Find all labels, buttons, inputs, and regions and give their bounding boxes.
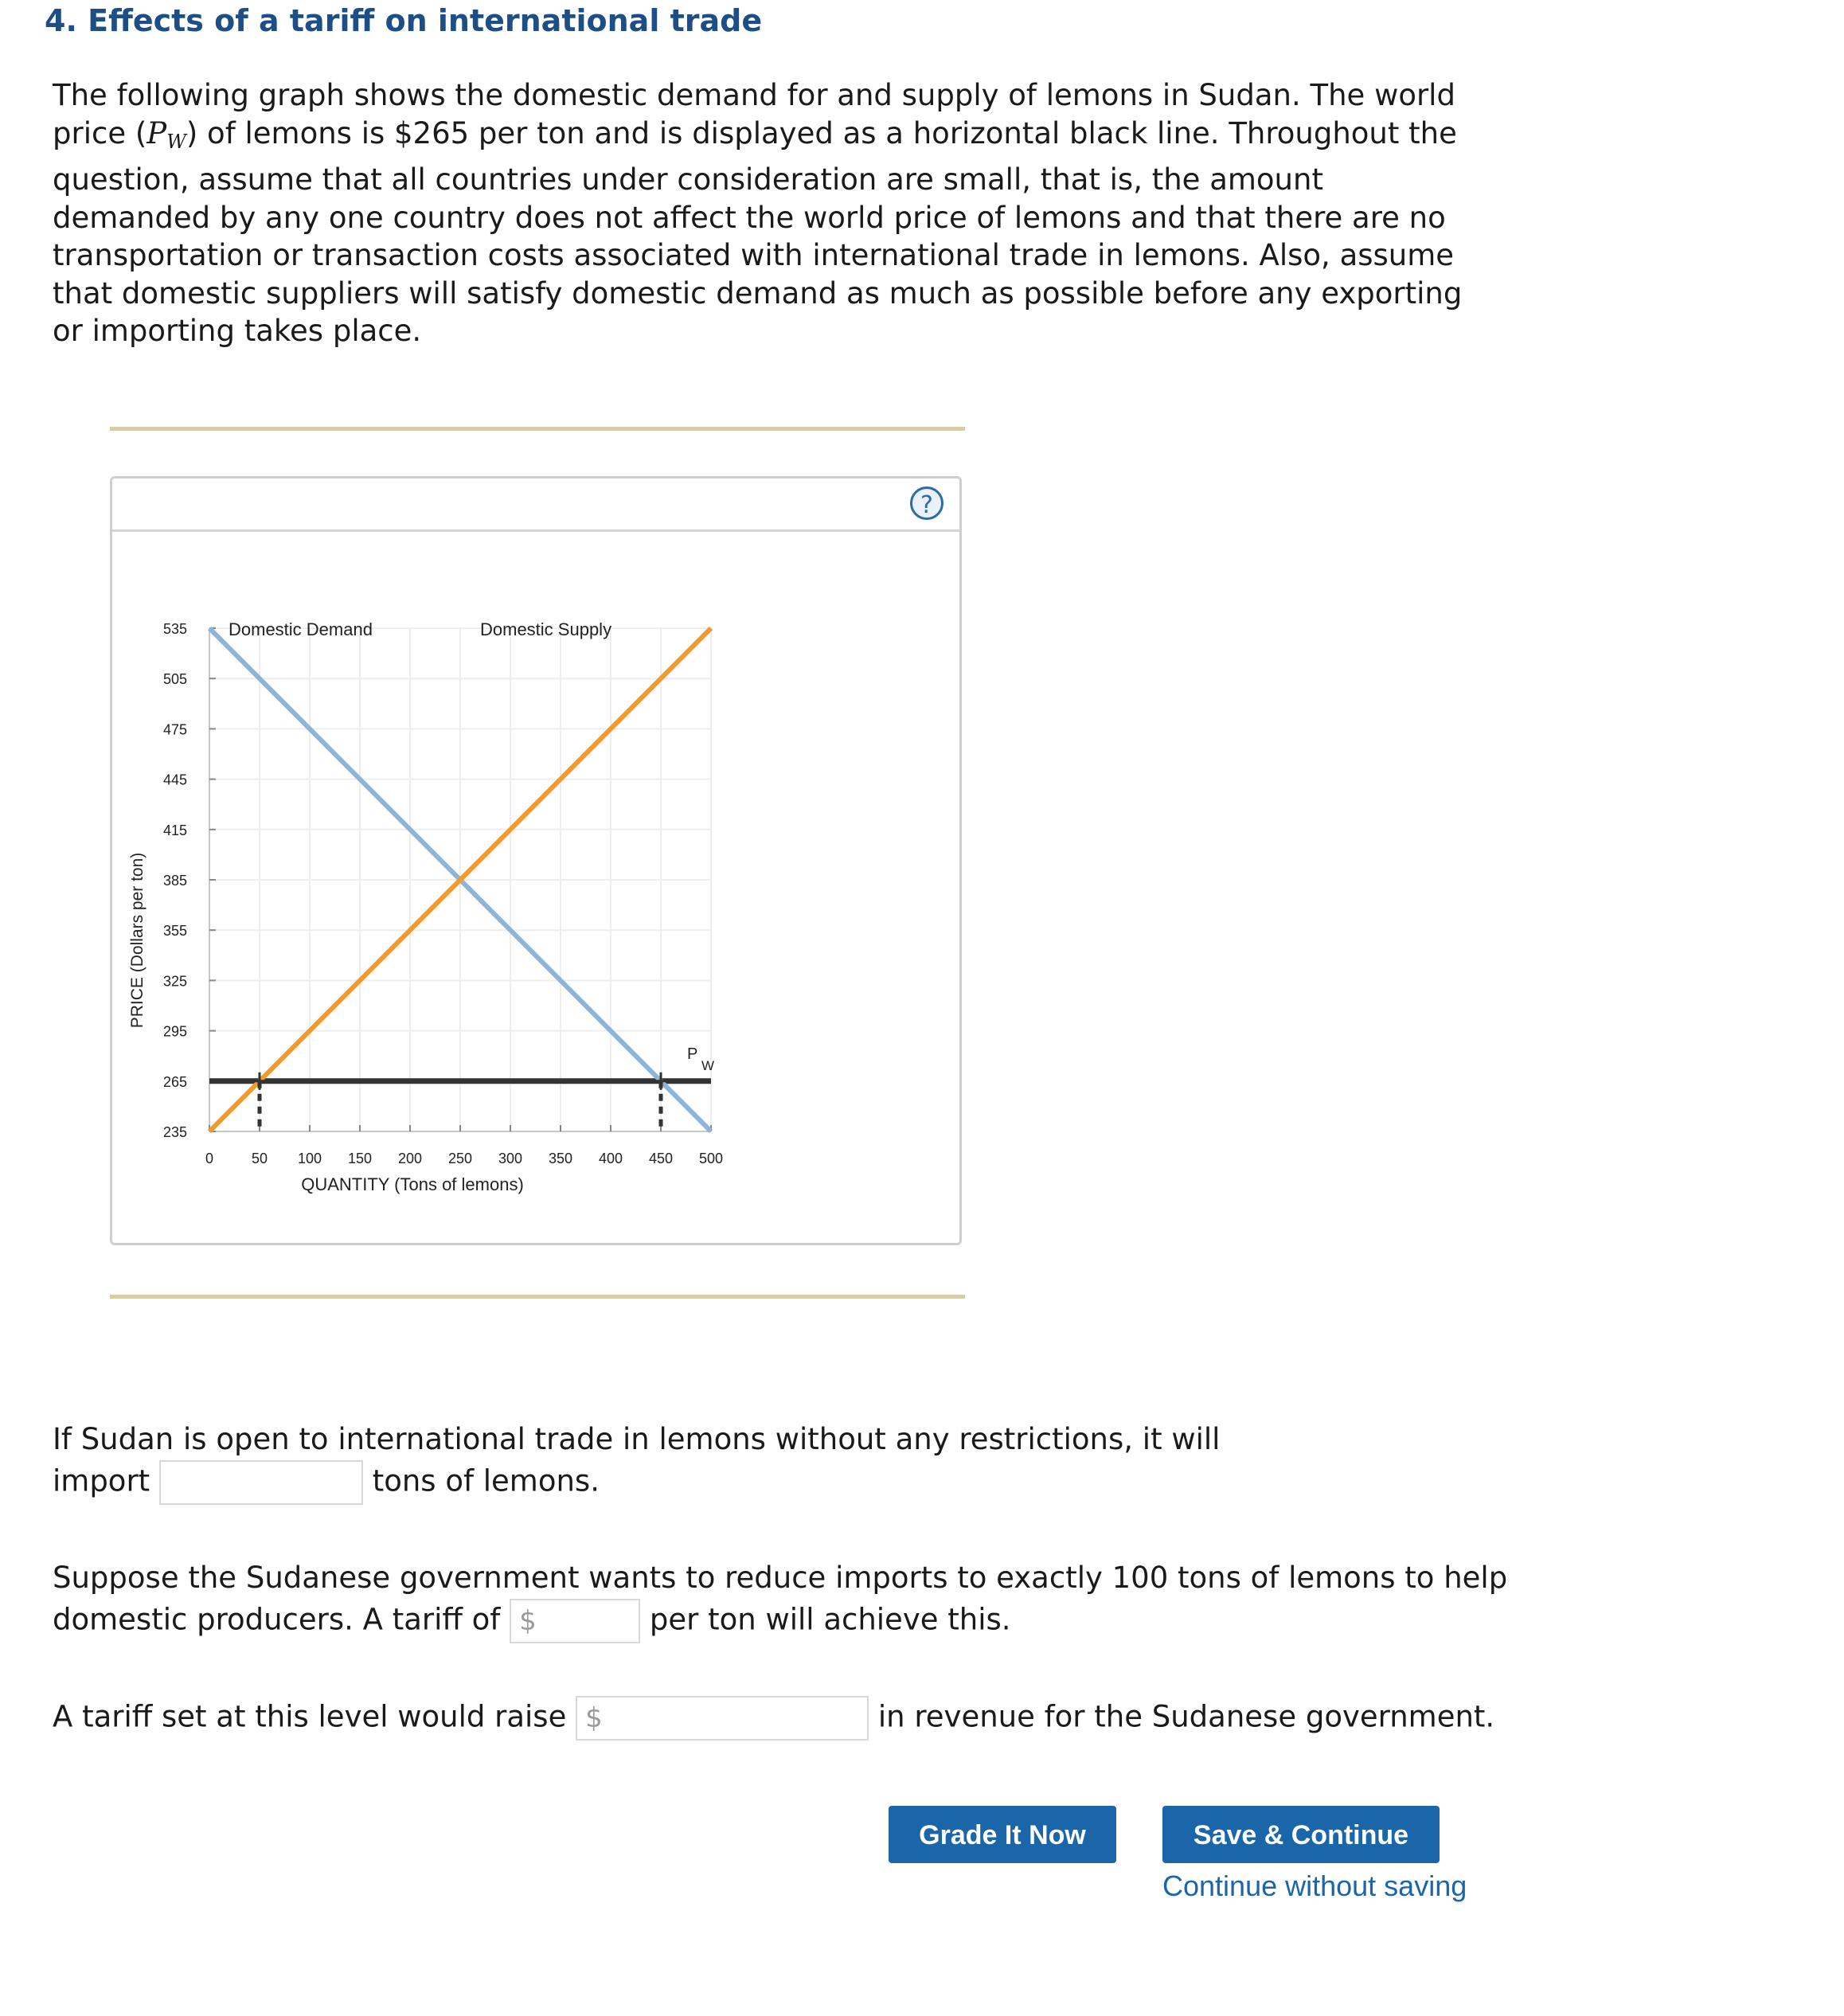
demand-label: Domestic Demand (229, 619, 373, 639)
x-axis-label: QUANTITY (Tons of lemons) (301, 1174, 524, 1194)
dollar-prefix: $ (519, 1605, 537, 1637)
y-tick-label: 295 (162, 1023, 187, 1040)
y-tick-label: 385 (162, 873, 187, 889)
graph-panel (110, 476, 962, 1245)
x-tick-label: 250 (447, 1151, 473, 1166)
y-tick-label: 325 (162, 973, 187, 990)
question-intro (53, 76, 1486, 350)
x-tick-label: 500 (698, 1151, 724, 1166)
y-tick-label: 535 (162, 621, 187, 637)
grade-it-now-button[interactable]: Grade It Now (889, 1806, 1116, 1863)
y-tick-label: 265 (162, 1073, 187, 1090)
x-tick-label: 100 (297, 1151, 322, 1166)
dollar-prefix: $ (585, 1702, 603, 1734)
q1-text: If Sudan is open to international trade in lemons without any restrictions, it will (53, 1422, 1221, 1456)
q2-tariff-label: domestic producers. A tariff of (53, 1602, 501, 1637)
question-3 (53, 1696, 1494, 1741)
x-tick-label: 400 (598, 1151, 623, 1166)
supply-demand-chart[interactable] (112, 479, 959, 1243)
question-2 (53, 1557, 1507, 1643)
help-icon[interactable]: ? (910, 486, 943, 520)
x-tick-label: 300 (498, 1151, 523, 1166)
revenue-input[interactable] (576, 1696, 869, 1741)
tariff-input[interactable] (510, 1599, 640, 1643)
world-price-label-sub: W (701, 1057, 715, 1073)
save-and-continue-button[interactable]: Save & Continue (1162, 1806, 1440, 1863)
y-tick-label: 415 (162, 822, 187, 838)
q3-text: A tariff set at this level would raise (53, 1699, 567, 1734)
q2-text: Suppose the Sudanese government wants to reduce imports to exactly 100 tons of lemons to help (53, 1561, 1508, 1595)
q1-tons-label: tons of lemons. (372, 1463, 600, 1498)
x-tick-label: 200 (397, 1151, 423, 1166)
q1-import-label: import (53, 1463, 150, 1498)
q2-per-ton-label: per ton will achieve this. (649, 1602, 1011, 1637)
y-tick-label: 235 (162, 1124, 187, 1140)
question-1 (53, 1419, 1220, 1505)
x-tick-label: 150 (347, 1151, 373, 1166)
y-axis-label: PRICE (Dollars per ton) (128, 852, 147, 1029)
x-tick-label: 450 (648, 1151, 674, 1166)
x-tick-label: 350 (548, 1151, 573, 1166)
x-tick-label: 50 (251, 1151, 268, 1166)
continue-without-saving-link[interactable]: Continue without saving (1162, 1869, 1467, 1902)
y-tick-label: 505 (162, 671, 187, 688)
question-title: 4. Effects of a tariff on international trade (45, 3, 763, 38)
x-tick-label: 0 (205, 1151, 214, 1166)
supply-label: Domestic Supply (480, 619, 612, 639)
y-tick-label: 475 (162, 721, 187, 738)
intro-text-1: The following graph shows the domestic demand for and supply of lemons in Sudan. The world price ( (53, 78, 1455, 150)
import-quantity-input[interactable] (159, 1460, 363, 1505)
intro-text-2: ) of lemons is $265 per ton and is displayed as a horizontal black line. Throughout the question, assume that all countries under consideration are small, that is, the amount demanded by any one country does not affect the world price of lemons and that there are no transportation or transaction costs associated with international trade in lemons. Also, assume that domestic suppliers will satisfy domestic demand as much as possible before any exporting or importing takes place. (53, 115, 1463, 348)
world-price-symbol: $P_W$ (147, 115, 186, 153)
world-price-label: P (687, 1045, 698, 1063)
top-divider (110, 427, 965, 431)
q3-revenue-label: in revenue for the Sudanese government. (877, 1699, 1495, 1734)
bottom-divider (110, 1295, 965, 1299)
y-tick-label: 355 (162, 923, 187, 940)
y-tick-label: 445 (162, 772, 187, 788)
